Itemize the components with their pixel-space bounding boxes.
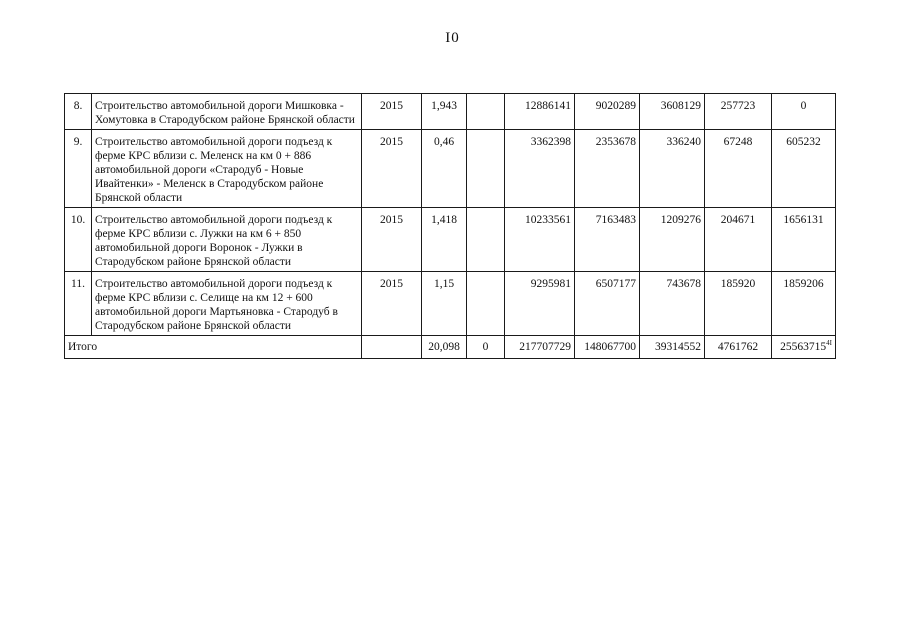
row-other: 1656131 <box>772 208 836 272</box>
total-federal: 148067700 <box>575 336 640 359</box>
row-local: 67248 <box>705 130 772 208</box>
row-local: 204671 <box>705 208 772 272</box>
row-federal: 2353678 <box>575 130 640 208</box>
row-description: Строительство автомобильной дороги подъезд к ферме КРС вблизи с. Селище на км 12 + 600 автомобильной дороги Мартьяновка - Стародуб в Стародубском районе Брянской области <box>92 272 362 336</box>
row-regional: 1209276 <box>640 208 705 272</box>
row-description: Строительство автомобильной дороги подъезд к ферме КРС вблизи с. Лужки на км 6 + 850 автомобильной дороги Воронок - Лужки в Стародубском районе Брянской области <box>92 208 362 272</box>
row-empty-cell <box>467 272 505 336</box>
total-row <box>65 336 836 359</box>
table-row <box>65 208 836 272</box>
page-number: I0 <box>445 30 460 46</box>
row-number: 8. <box>65 94 92 130</box>
row-description: Строительство автомобильной дороги Мишковка - Хомутовка в Стародубском районе Брянской области <box>92 94 362 130</box>
total-local: 4761762 <box>705 336 772 359</box>
row-number: 9. <box>65 130 92 208</box>
total-other-cell <box>772 336 836 359</box>
row-total: 9295981 <box>505 272 575 336</box>
row-federal: 6507177 <box>575 272 640 336</box>
row-local: 257723 <box>705 94 772 130</box>
row-regional: 3608129 <box>640 94 705 130</box>
total-sum: 217707729 <box>505 336 575 359</box>
total-regional: 39314552 <box>640 336 705 359</box>
row-number: 10. <box>65 208 92 272</box>
table-row <box>65 272 836 336</box>
row-empty-cell <box>467 130 505 208</box>
row-total: 3362398 <box>505 130 575 208</box>
total-year <box>362 336 422 359</box>
row-year: 2015 <box>362 130 422 208</box>
row-regional: 743678 <box>640 272 705 336</box>
row-total: 10233561 <box>505 208 575 272</box>
row-federal: 9020289 <box>575 94 640 130</box>
row-other: 0 <box>772 94 836 130</box>
row-description: Строительство автомобильной дороги подъезд к ферме КРС вблизи с. Меленск на км 0 + 886 автомобильной дороги «Стародуб - Новые Ивайтенки» - Меленск в Стародубском районе Брянской области <box>92 130 362 208</box>
row-length: 1,943 <box>422 94 467 130</box>
row-year: 2015 <box>362 272 422 336</box>
row-length: 1,15 <box>422 272 467 336</box>
row-year: 2015 <box>362 94 422 130</box>
total-empty-cell: 0 <box>467 336 505 359</box>
row-empty-cell <box>467 208 505 272</box>
row-year: 2015 <box>362 208 422 272</box>
row-empty-cell <box>467 94 505 130</box>
table-row <box>65 94 836 130</box>
row-regional: 336240 <box>640 130 705 208</box>
row-length: 1,418 <box>422 208 467 272</box>
row-other: 605232 <box>772 130 836 208</box>
row-number: 11. <box>65 272 92 336</box>
table-row <box>65 130 836 208</box>
row-other: 1859206 <box>772 272 836 336</box>
row-length: 0,46 <box>422 130 467 208</box>
row-local: 185920 <box>705 272 772 336</box>
total-other: 25563715 <box>780 341 827 353</box>
row-total: 12886141 <box>505 94 575 130</box>
total-other-mark: 4I <box>826 339 832 348</box>
total-length: 20,098 <box>422 336 467 359</box>
total-label: Итого <box>65 336 362 359</box>
budget-table <box>64 93 836 359</box>
row-federal: 7163483 <box>575 208 640 272</box>
